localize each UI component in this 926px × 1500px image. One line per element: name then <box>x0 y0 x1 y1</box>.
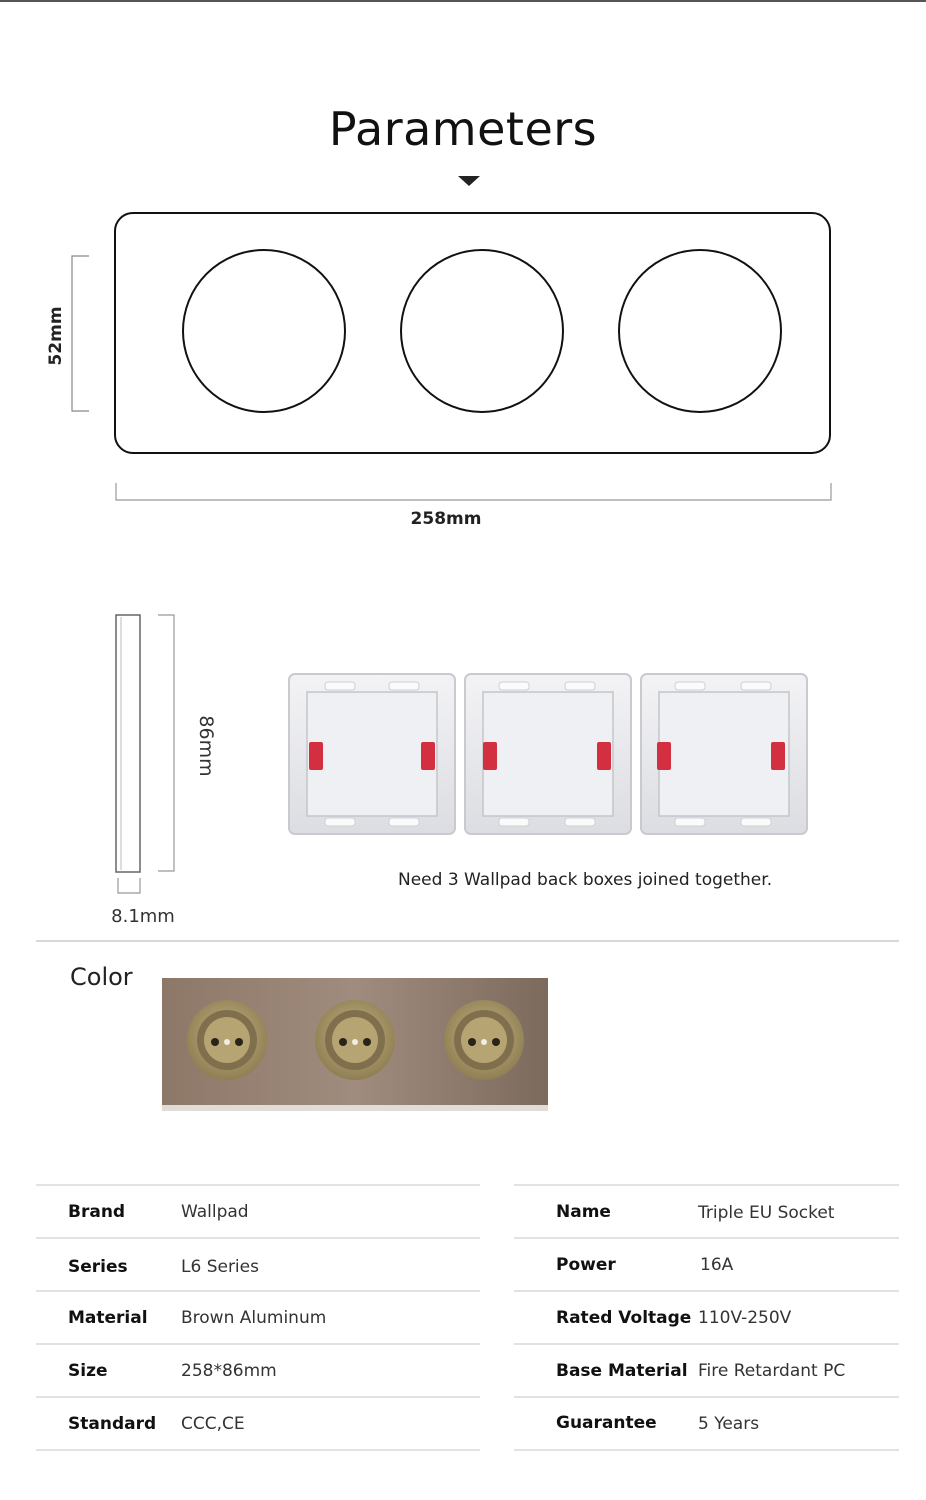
spec-value: Fire Retardant PC <box>698 1361 846 1381</box>
spec-table-left <box>36 1184 480 1451</box>
height-label: 52mm <box>46 306 66 366</box>
depth-label: 8.1mm <box>111 906 175 927</box>
spec-row <box>36 1398 480 1449</box>
width-label: 258mm <box>410 509 482 529</box>
spec-table-right <box>514 1184 899 1451</box>
table-rule <box>514 1449 899 1451</box>
width-bracket <box>116 483 831 500</box>
eu-socket-3 <box>444 1000 524 1080</box>
spec-row <box>514 1186 899 1237</box>
spec-row <box>514 1345 899 1396</box>
spec-value: Brown Aluminum <box>181 1308 327 1328</box>
spec-value: 258*86mm <box>181 1361 277 1381</box>
spec-key: Power <box>556 1255 616 1275</box>
spec-key: Brand <box>68 1202 126 1222</box>
side-height-label: 86mm <box>195 715 217 777</box>
eu-socket-2 <box>315 1000 395 1080</box>
table-rule <box>36 1449 480 1451</box>
spec-row <box>514 1398 899 1449</box>
spec-row <box>514 1239 899 1290</box>
spec-row <box>36 1186 480 1237</box>
spec-value: 16A <box>700 1255 734 1275</box>
spec-key: Material <box>68 1308 148 1328</box>
back-box-3 <box>641 674 807 834</box>
side-height-bracket <box>158 615 174 871</box>
spec-key: Standard <box>68 1414 157 1434</box>
spec-row <box>36 1239 480 1290</box>
side-panel-outer <box>116 615 140 872</box>
spec-key: Guarantee <box>556 1413 657 1433</box>
down-arrow-icon <box>458 176 480 186</box>
spec-row <box>36 1345 480 1396</box>
socket-circle-3 <box>619 250 781 412</box>
top-rule <box>0 0 926 2</box>
spec-row <box>514 1292 899 1343</box>
side-view-diagram <box>100 608 200 898</box>
socket-circle-1 <box>183 250 345 412</box>
spec-value: 110V-250V <box>698 1308 792 1328</box>
depth-bracket <box>118 878 140 893</box>
spec-value: 5 Years <box>698 1414 760 1434</box>
back-box-1 <box>289 674 455 834</box>
color-label: Color <box>70 963 133 991</box>
spec-key: Name <box>556 1202 611 1222</box>
back-boxes-illustration <box>285 670 815 845</box>
spec-key: Series <box>68 1257 128 1277</box>
spec-row <box>36 1292 480 1343</box>
spec-key: Size <box>68 1361 108 1381</box>
spec-value: Wallpad <box>181 1202 249 1222</box>
front-view-diagram <box>0 200 926 540</box>
back-box-2 <box>465 674 631 834</box>
spec-key: Base Material <box>556 1361 688 1381</box>
spec-value: Triple EU Socket <box>698 1203 835 1223</box>
page-title: Parameters <box>328 102 598 156</box>
spec-value: CCC,CE <box>181 1414 245 1434</box>
back-box-note: Need 3 Wallpad back boxes joined together. <box>398 870 773 890</box>
spec-value: L6 Series <box>181 1257 259 1277</box>
section-divider <box>36 940 899 942</box>
socket-circle-2 <box>401 250 563 412</box>
eu-socket-1 <box>187 1000 267 1080</box>
spec-key: Rated Voltage <box>556 1308 692 1328</box>
height-bracket <box>72 256 89 411</box>
color-swatch-panel <box>158 975 552 1117</box>
